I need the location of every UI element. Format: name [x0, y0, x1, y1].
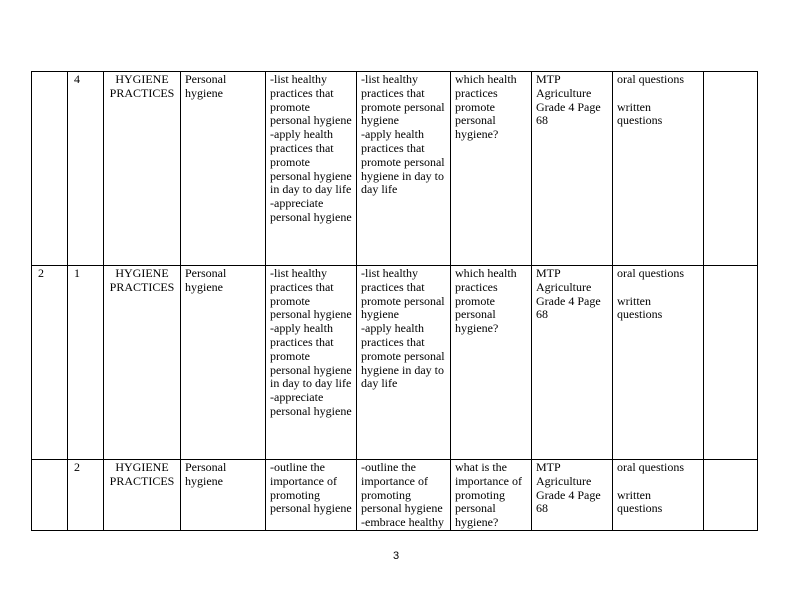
lesson-cell: 2	[68, 460, 104, 531]
assessment-written: written questions	[617, 293, 663, 322]
table-row	[32, 72, 758, 266]
strand-cell: HYGIENE PRACTICES	[104, 460, 181, 531]
learning-experiences-cell: -list healthy practices that promote personal hygiene -apply health practices that promote personal hygiene in day to day life	[357, 266, 451, 460]
week-cell	[32, 72, 68, 266]
sub-strand-cell: Personal hygiene	[181, 72, 266, 266]
learning-experiences-cell: -list healthy practices that promote personal hygiene -apply health practices that promote personal hygiene in day to day life	[357, 72, 451, 266]
week-cell: 2	[32, 266, 68, 460]
assessment-cell	[613, 266, 704, 460]
key-inquiry-cell: what is the importance of promoting personal hygiene?	[451, 460, 532, 531]
assessment-oral: oral questions	[617, 460, 684, 474]
scheme-of-work-table	[31, 71, 758, 531]
page-number: 3	[392, 550, 400, 562]
table-row	[32, 266, 758, 460]
key-inquiry-cell: which health practices promote personal hygiene?	[451, 266, 532, 460]
assessment-written: written questions	[617, 99, 663, 128]
learning-outcomes-cell: -list healthy practices that promote personal hygiene -apply health practices that promote personal hygiene in day to day life -appreciate personal hygiene	[266, 72, 357, 266]
lesson-cell: 4	[68, 72, 104, 266]
assessment-written: written questions	[617, 487, 663, 516]
key-inquiry-cell: which health practices promote personal hygiene?	[451, 72, 532, 266]
learning-outcomes-cell: -outline the importance of promoting personal hygiene	[266, 460, 357, 531]
reflection-cell	[704, 72, 758, 266]
lesson-cell: 1	[68, 266, 104, 460]
reflection-cell	[704, 266, 758, 460]
assessment-cell	[613, 72, 704, 266]
week-cell	[32, 460, 68, 531]
resources-cell: MTP Agriculture Grade 4 Page 68	[532, 72, 613, 266]
learning-outcomes-cell: -list healthy practices that promote personal hygiene -apply health practices that promote personal hygiene in day to day life -appreciate personal hygiene	[266, 266, 357, 460]
sub-strand-cell: Personal hygiene	[181, 266, 266, 460]
learning-experiences-cell: -outline the importance of promoting personal hygiene -embrace healthy	[357, 460, 451, 531]
strand-cell: HYGIENE PRACTICES	[104, 72, 181, 266]
resources-cell: MTP Agriculture Grade 4 Page 68	[532, 266, 613, 460]
assessment-oral: oral questions	[617, 72, 684, 86]
strand-cell: HYGIENE PRACTICES	[104, 266, 181, 460]
assessment-cell	[613, 460, 704, 531]
assessment-oral: oral questions	[617, 266, 684, 280]
reflection-cell	[704, 460, 758, 531]
table-row	[32, 460, 758, 531]
sub-strand-cell: Personal hygiene	[181, 460, 266, 531]
resources-cell: MTP Agriculture Grade 4 Page 68	[532, 460, 613, 531]
